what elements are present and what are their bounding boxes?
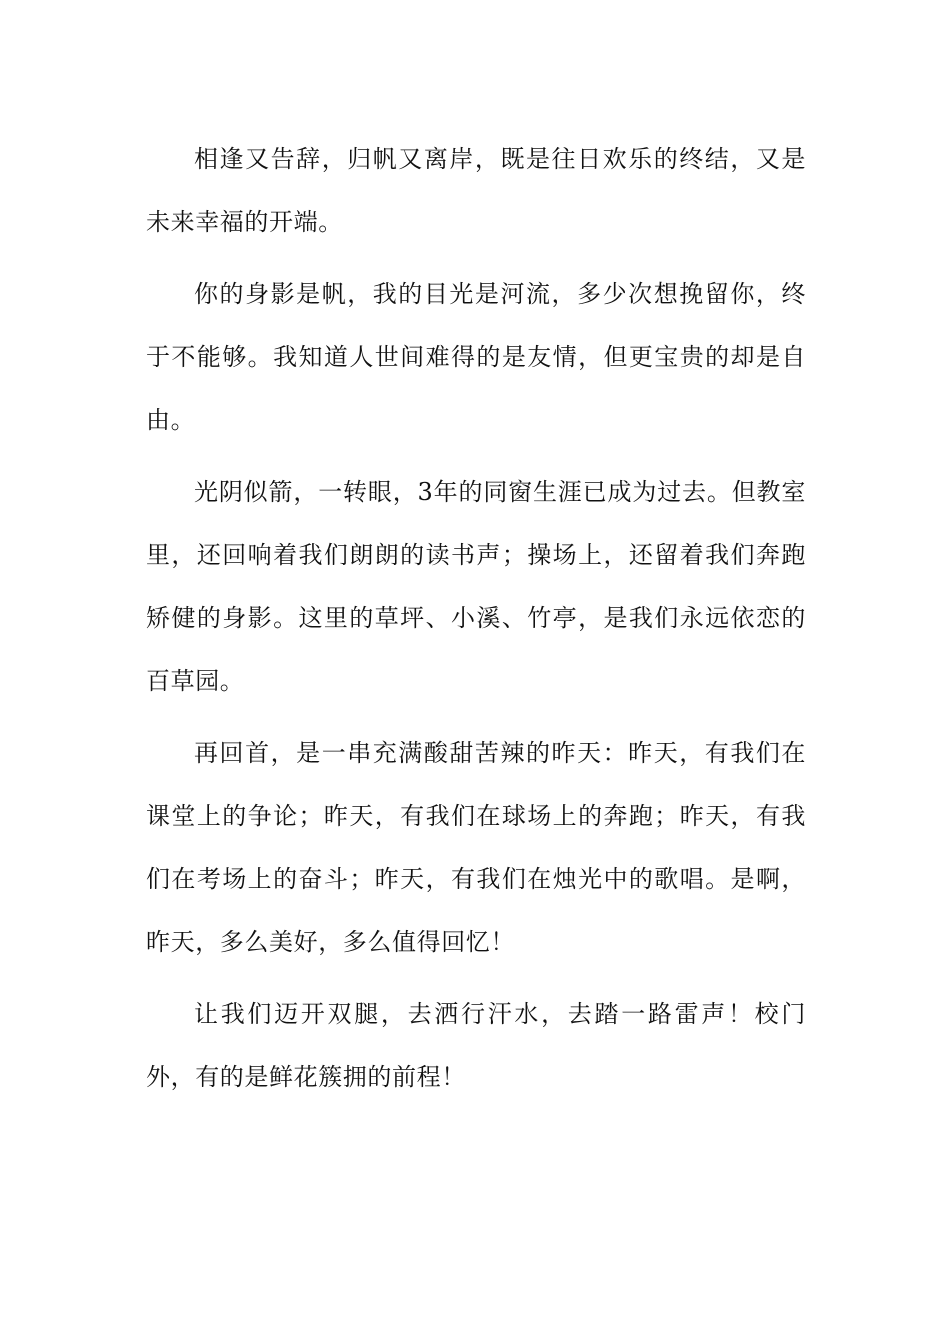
paragraph-3: 光阴似箭，一转眼，3年的同窗生涯已成为过去。但教室里，还回响着我们朗朗的读书声；操场上，还留着我们奔跑矫健的身影。这里的草坪、小溪、竹亭，是我们永远依恋的百草园。 — [146, 478, 806, 695]
paragraph-1: 相逢又告辞，归帆又离岸，既是往日欢乐的终结，又是未来幸福的开端。 — [146, 145, 806, 236]
paragraph-4: 再回首，是一串充满酸甜苦辣的昨天：昨天，有我们在课堂上的争论；昨天，有我们在球场上的奔跑；昨天，有我们在考场上的奋斗；昨天，有我们在烛光中的歌唱。是啊，昨天，多么美好，多么值得回忆！ — [146, 739, 806, 956]
paragraph-5: 让我们迈开双腿，去洒行汗水，去踏一路雷声！校门外，有的是鲜花簇拥的前程！ — [146, 1000, 806, 1091]
document-body — [146, 128, 806, 1109]
paragraph-2: 你的身影是帆，我的目光是河流，多少次想挽留你，终于不能够。我知道人世间难得的是友情，但更宝贵的却是自由。 — [146, 280, 806, 434]
